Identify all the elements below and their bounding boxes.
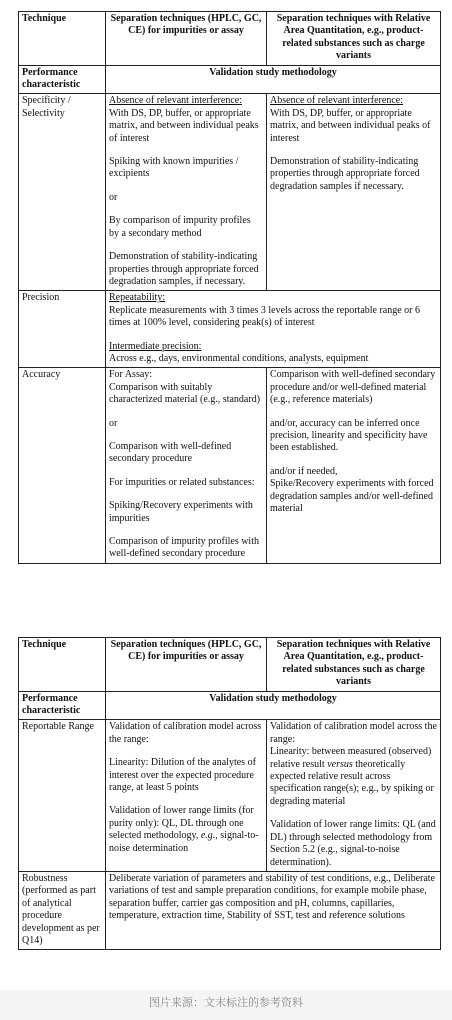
table-row-robustness [19,871,441,949]
image-source-caption: 图片来源：文末标注的参考资料 [0,990,452,1020]
table-header-row [19,12,441,66]
table-header-row [19,638,441,692]
subheader-methodology: Validation study methodology [106,65,441,94]
range-col2-linearity: Linearity: Dilution of the analytes of interest over the expected procedure range, at least 5 points [109,757,256,794]
row-label-precision: Precision [19,291,106,368]
range-col3-linearity-versus: versus [327,758,353,770]
range-col2-lower-b: signal-to-noise determination [109,830,259,854]
accuracy-col2-spiking: Spiking/Recovery experiments with impurities [109,500,253,524]
subheader-performance: Performance characteristic [19,691,106,720]
intermediate-title: Intermediate precision: [109,340,202,352]
specificity-col2-or: or [109,191,118,203]
specificity-col2-interference [109,95,263,145]
table-subheader-row [19,691,441,720]
repeatability-text: Replicate measurements with 3 times 3 levels across the reportable range or 6 times at 100% level, considering peak(s) of interest [109,304,421,329]
accuracy-col3-ifneeded: and/or if needed, [270,465,338,477]
table-row-specificity [19,94,441,291]
header-relative-area: Separation techniques with Relative Area Quantitation, e.g., product-related substances such as charge variants [267,638,441,692]
range-col3-linearity-b: theoretically expected relative result across specification range(s); e.g., by spiking or degrading material [270,758,434,807]
precision-repeatability [109,292,437,329]
range-col3-linearity-a: Linearity: between measured (observed) relative result [270,746,432,770]
robustness-cell: Deliberate variation of parameters and stability of test conditions, e.g., Deliberate variations of test and sample preparation conditions, for example mobile phase, separation buffer, carrier gas composition and pH, columns, capillaries, temperature, extraction time, Stability of SST, test and reference solutions [106,871,441,949]
specificity-col3-text: With DS, DP, buffer, or appropriate matrix, and between individual peaks of interest [270,107,431,144]
range-col3-calib-title: Validation of calibration model across the range: [270,721,437,745]
validation-table-1 [18,11,441,564]
accuracy-col3-comparison: Comparison with well-defined secondary procedure and/or well-defined material (e.g., reference materials) [270,369,436,406]
row-label-reportable-range: Reportable Range [19,720,106,871]
header-technique: Technique [19,638,106,692]
range-col2-calibration: Validation of calibration model across the range: [109,721,262,745]
subheader-performance: Performance characteristic [19,65,106,94]
specificity-col3-title: Absence of relevant interference: [270,95,403,107]
specificity-col2-title: Absence of relevant interference: [109,95,242,107]
accuracy-col3 [267,368,441,563]
accuracy-col2-comparison: Comparison with well-defined secondary procedure [109,440,232,465]
repeatability-title: Repeatability: [109,292,166,304]
accuracy-col2-impurities: For impurities or related substances: [109,476,255,488]
accuracy-col3-spike [270,466,437,516]
table-row-reportable-range [19,720,441,871]
table-row-precision [19,291,441,368]
accuracy-col2 [106,368,267,563]
row-label-robustness: Robustness (performed as part of analytical procedure development as per Q14) [19,871,106,949]
specificity-col2-spiking: Spiking with known impurities / excipients [109,156,239,180]
accuracy-col2-profiles: Comparison of impurity profiles with well-defined secondary procedure [109,536,259,560]
validation-table-2 [18,637,441,950]
accuracy-col3-spike-text: Spike/Recovery experiments with forced degradation samples and/or well-defined material [270,478,434,514]
accuracy-assay-text: Comparison with suitably characterized material (e.g., standard) [109,381,261,406]
range-col3-lower-limits: Validation of lower range limits: QL (and DL) through selected methodology from Section 5.2 (e.g., signal-to-noise determination). [270,819,436,868]
intermediate-text: Across e.g., days, environmental conditions, analysts, equipment [109,352,369,364]
precision-cell [106,291,441,368]
table-subheader-row [19,65,441,94]
accuracy-assay-title: For Assay: [109,369,153,381]
specificity-col3 [267,94,441,291]
accuracy-col2-or: or [109,417,118,429]
precision-intermediate [109,341,437,366]
specificity-col2-text: With DS, DP, buffer, or appropriate matrix, and between individual peaks of interest [109,107,259,144]
header-separation-impurities: Separation techniques (HPLC, GC, CE) for impurities or assay [106,12,267,66]
subheader-methodology: Validation study methodology [106,691,441,720]
header-technique: Technique [19,12,106,66]
range-col2-lower-eg: e.g., [200,830,218,842]
specificity-col2-comparison: By comparison of impurity profiles by a secondary method [109,215,251,239]
specificity-col2 [106,94,267,291]
range-col2-lower-a: Validation of lower range limits (for purity only): QL, DL through one selected methodology, [109,805,254,842]
specificity-col2-stability: Demonstration of stability-indicating properties through appropriate forced degradation samples, if necessary. [109,251,259,287]
range-col3-calibration [270,721,437,808]
accuracy-col2-assay [109,369,263,406]
row-label-specificity: Specificity / Selectivity [19,94,106,291]
header-separation-impurities: Separation techniques (HPLC, GC, CE) for impurities or assay [106,638,267,692]
accuracy-col3-inferred: and/or, accuracy can be inferred once precision, linearity and specificity have been established. [270,417,428,454]
range-col3 [267,720,441,871]
row-label-accuracy: Accuracy [19,368,106,563]
header-relative-area: Separation techniques with Relative Area Quantitation, e.g., product-related substances such as charge variants [267,12,441,66]
specificity-col3-interference [270,95,437,145]
range-col2 [106,720,267,871]
table-row-accuracy [19,368,441,563]
range-col2-lower-limits [109,805,263,855]
specificity-col3-stability: Demonstration of stability-indicating properties through appropriate forced degradation samples if necessary. [270,156,420,192]
